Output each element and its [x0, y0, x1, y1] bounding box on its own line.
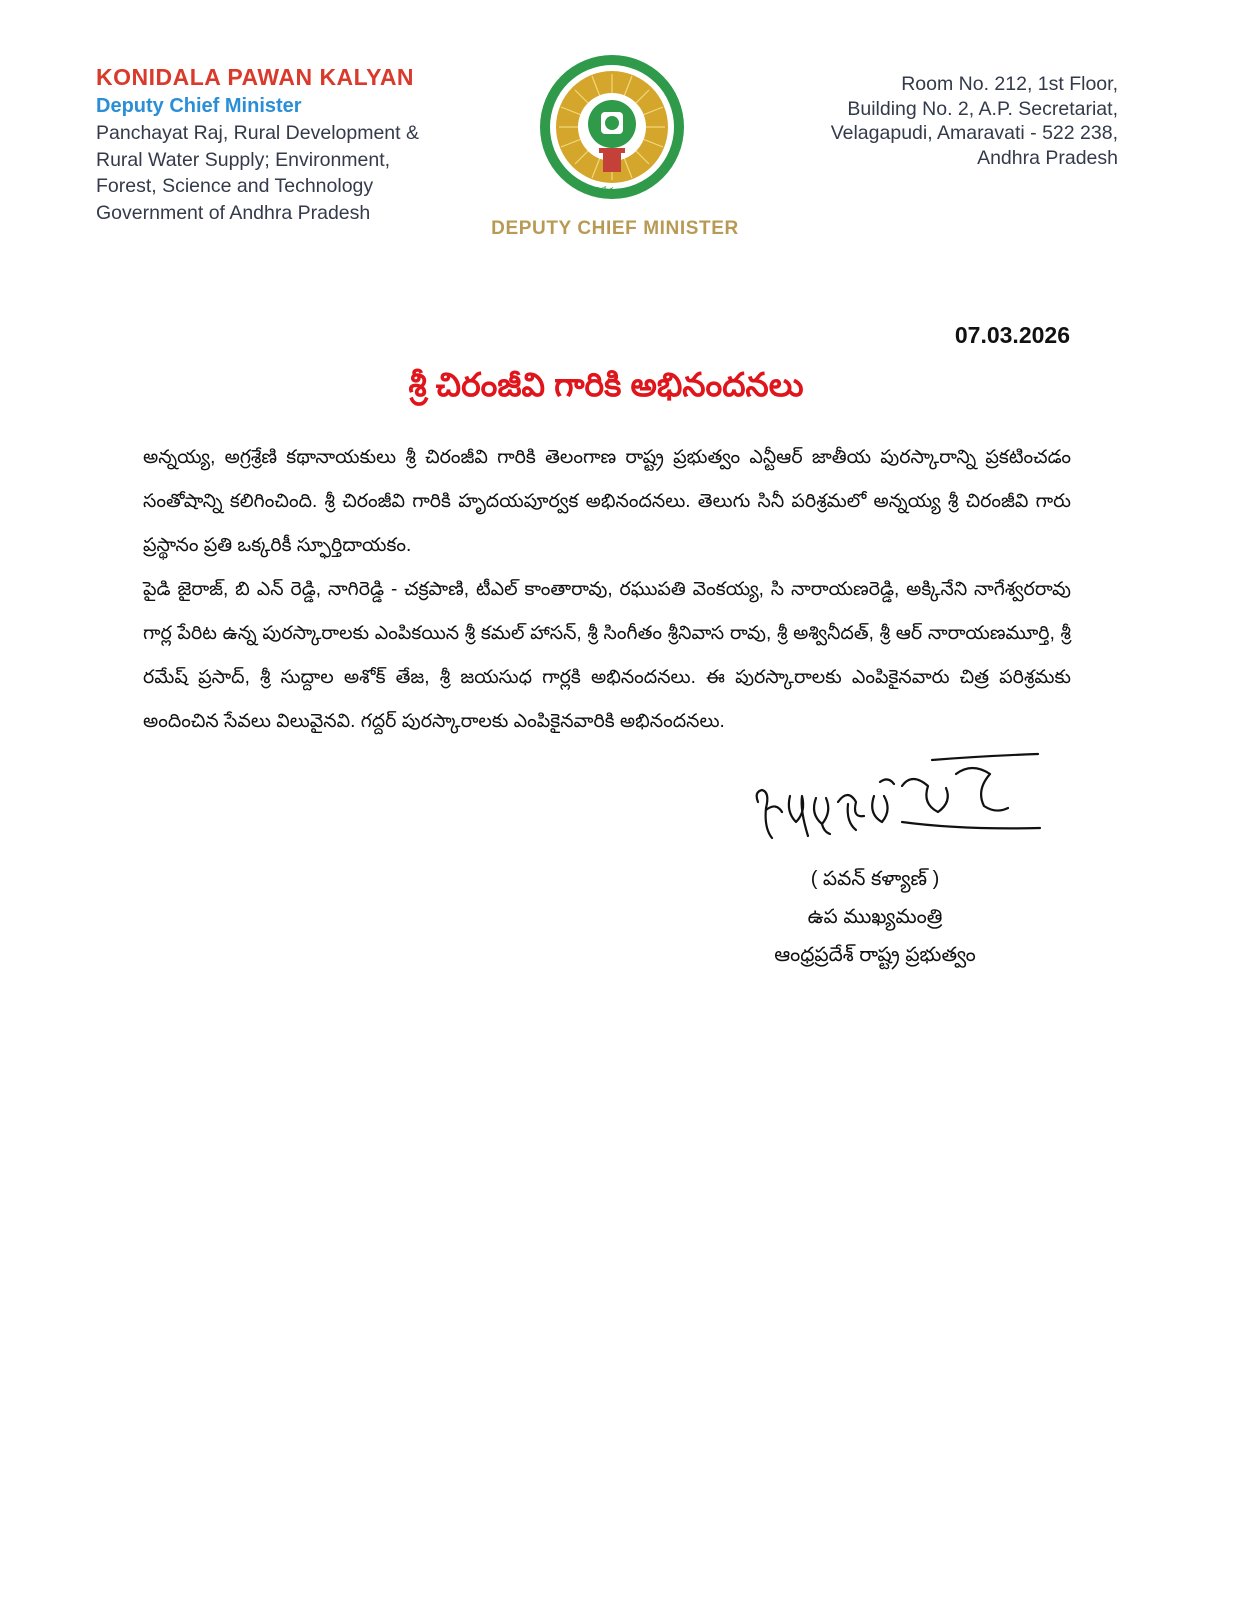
- address-line: Building No. 2, A.P. Secretariat,: [847, 97, 1118, 120]
- handwritten-signature: [752, 752, 1042, 848]
- body-paragraph-1: అన్నయ్య, అగ్రశ్రేణి కథానాయకులు శ్రీ చిరంజీవి గారికి తెలంగాణ రాష్ట్ర ప్రభుత్వం ఎన్టీఆర్ జాతీయ పురస్కారాన్ని ప్రకటించడం సంతోషాన్ని కలిగించింది. శ్రీ చిరంజీవి గారికి హృదయపూర్వక అభినందనలు. తెలుగు సినీ పరిశ్రమలో అన్నయ్య శ్రీ చిరంజీవి గారు ప్రస్థానం ప్రతి ఒక్కరికీ స్ఫూర్తిదాయకం.: [143, 447, 1071, 556]
- department-line: Forest, Science and Technology: [96, 175, 374, 197]
- letterhead-left: [96, 64, 516, 226]
- address-line: Andhra Pradesh: [977, 146, 1118, 169]
- signatory-title: ఉప ముఖ్యమంత్రి: [807, 906, 943, 928]
- minister-name: KONIDALA PAWAN KALYAN: [96, 64, 415, 90]
- letter-date: 07.03.2026: [954, 322, 1070, 348]
- signoff-block: [720, 860, 1030, 974]
- andhra-pradesh-emblem-icon: [537, 52, 687, 202]
- emblem-caption: DEPUTY CHIEF MINISTER: [491, 218, 739, 239]
- signatory-name: ( పవన్ కళ్యాణ్ ): [810, 868, 940, 890]
- svg-text:సత్యమేవ జయతే: సత్యమేవ జయతే: [588, 186, 636, 194]
- address-line: Velagapudi, Amaravati - 522 238,: [830, 122, 1118, 144]
- signatory-government: ఆంధ్రప్రదేశ్ రాష్ట్ర ప్రభుత్వం: [774, 944, 976, 966]
- department-line: Rural Water Supply; Environment,: [96, 148, 391, 171]
- address-line: Room No. 212, 1st Floor,: [901, 73, 1118, 95]
- body-paragraph-2: పైడి జైరాజ్, బి ఎన్ రెడ్డి, నాగిరెడ్డి - చక్రపాణి, టీఎల్ కాంతారావు, రఘుపతి వెంకయ్య, సి నారాయణరెడ్డి, అక్కినేని నాగేశ్వరరావు గార్ల పేరిట ఉన్న పురస్కారాలకు ఎంపికయిన శ్రీ కమల్ హాసన్, శ్రీ సింగీతం శ్రీనివాస రావు, శ్రీ అశ్వినీదత్, శ్రీ ఆర్ నారాయణమూర్తి, శ్రీ రమేష్ ప్రసాద్, శ్రీ సుద్దాల అశోక్ తేజ, శ్రీ జయసుధ గార్లకి అభినందనలు. ఈ పురస్కారాలకు ఎంపికైనవారు చిత్ర పరిశ్రమకు అందించిన సేవలు విలువైనవి. గద్దర్ పురస్కారాలకు ఎంపికైనవారికి అభినందనలు.: [143, 579, 1071, 732]
- minister-role: Deputy Chief Minister: [96, 95, 302, 117]
- department-line: Government of Andhra Pradesh: [96, 201, 371, 224]
- letter-headline: శ్రీ చిరంజీవి గారికి అభినందనలు: [408, 366, 804, 403]
- department-line: Panchayat Raj, Rural Development &: [96, 122, 419, 144]
- letter-body: [143, 436, 1071, 744]
- office-address: [758, 72, 1118, 170]
